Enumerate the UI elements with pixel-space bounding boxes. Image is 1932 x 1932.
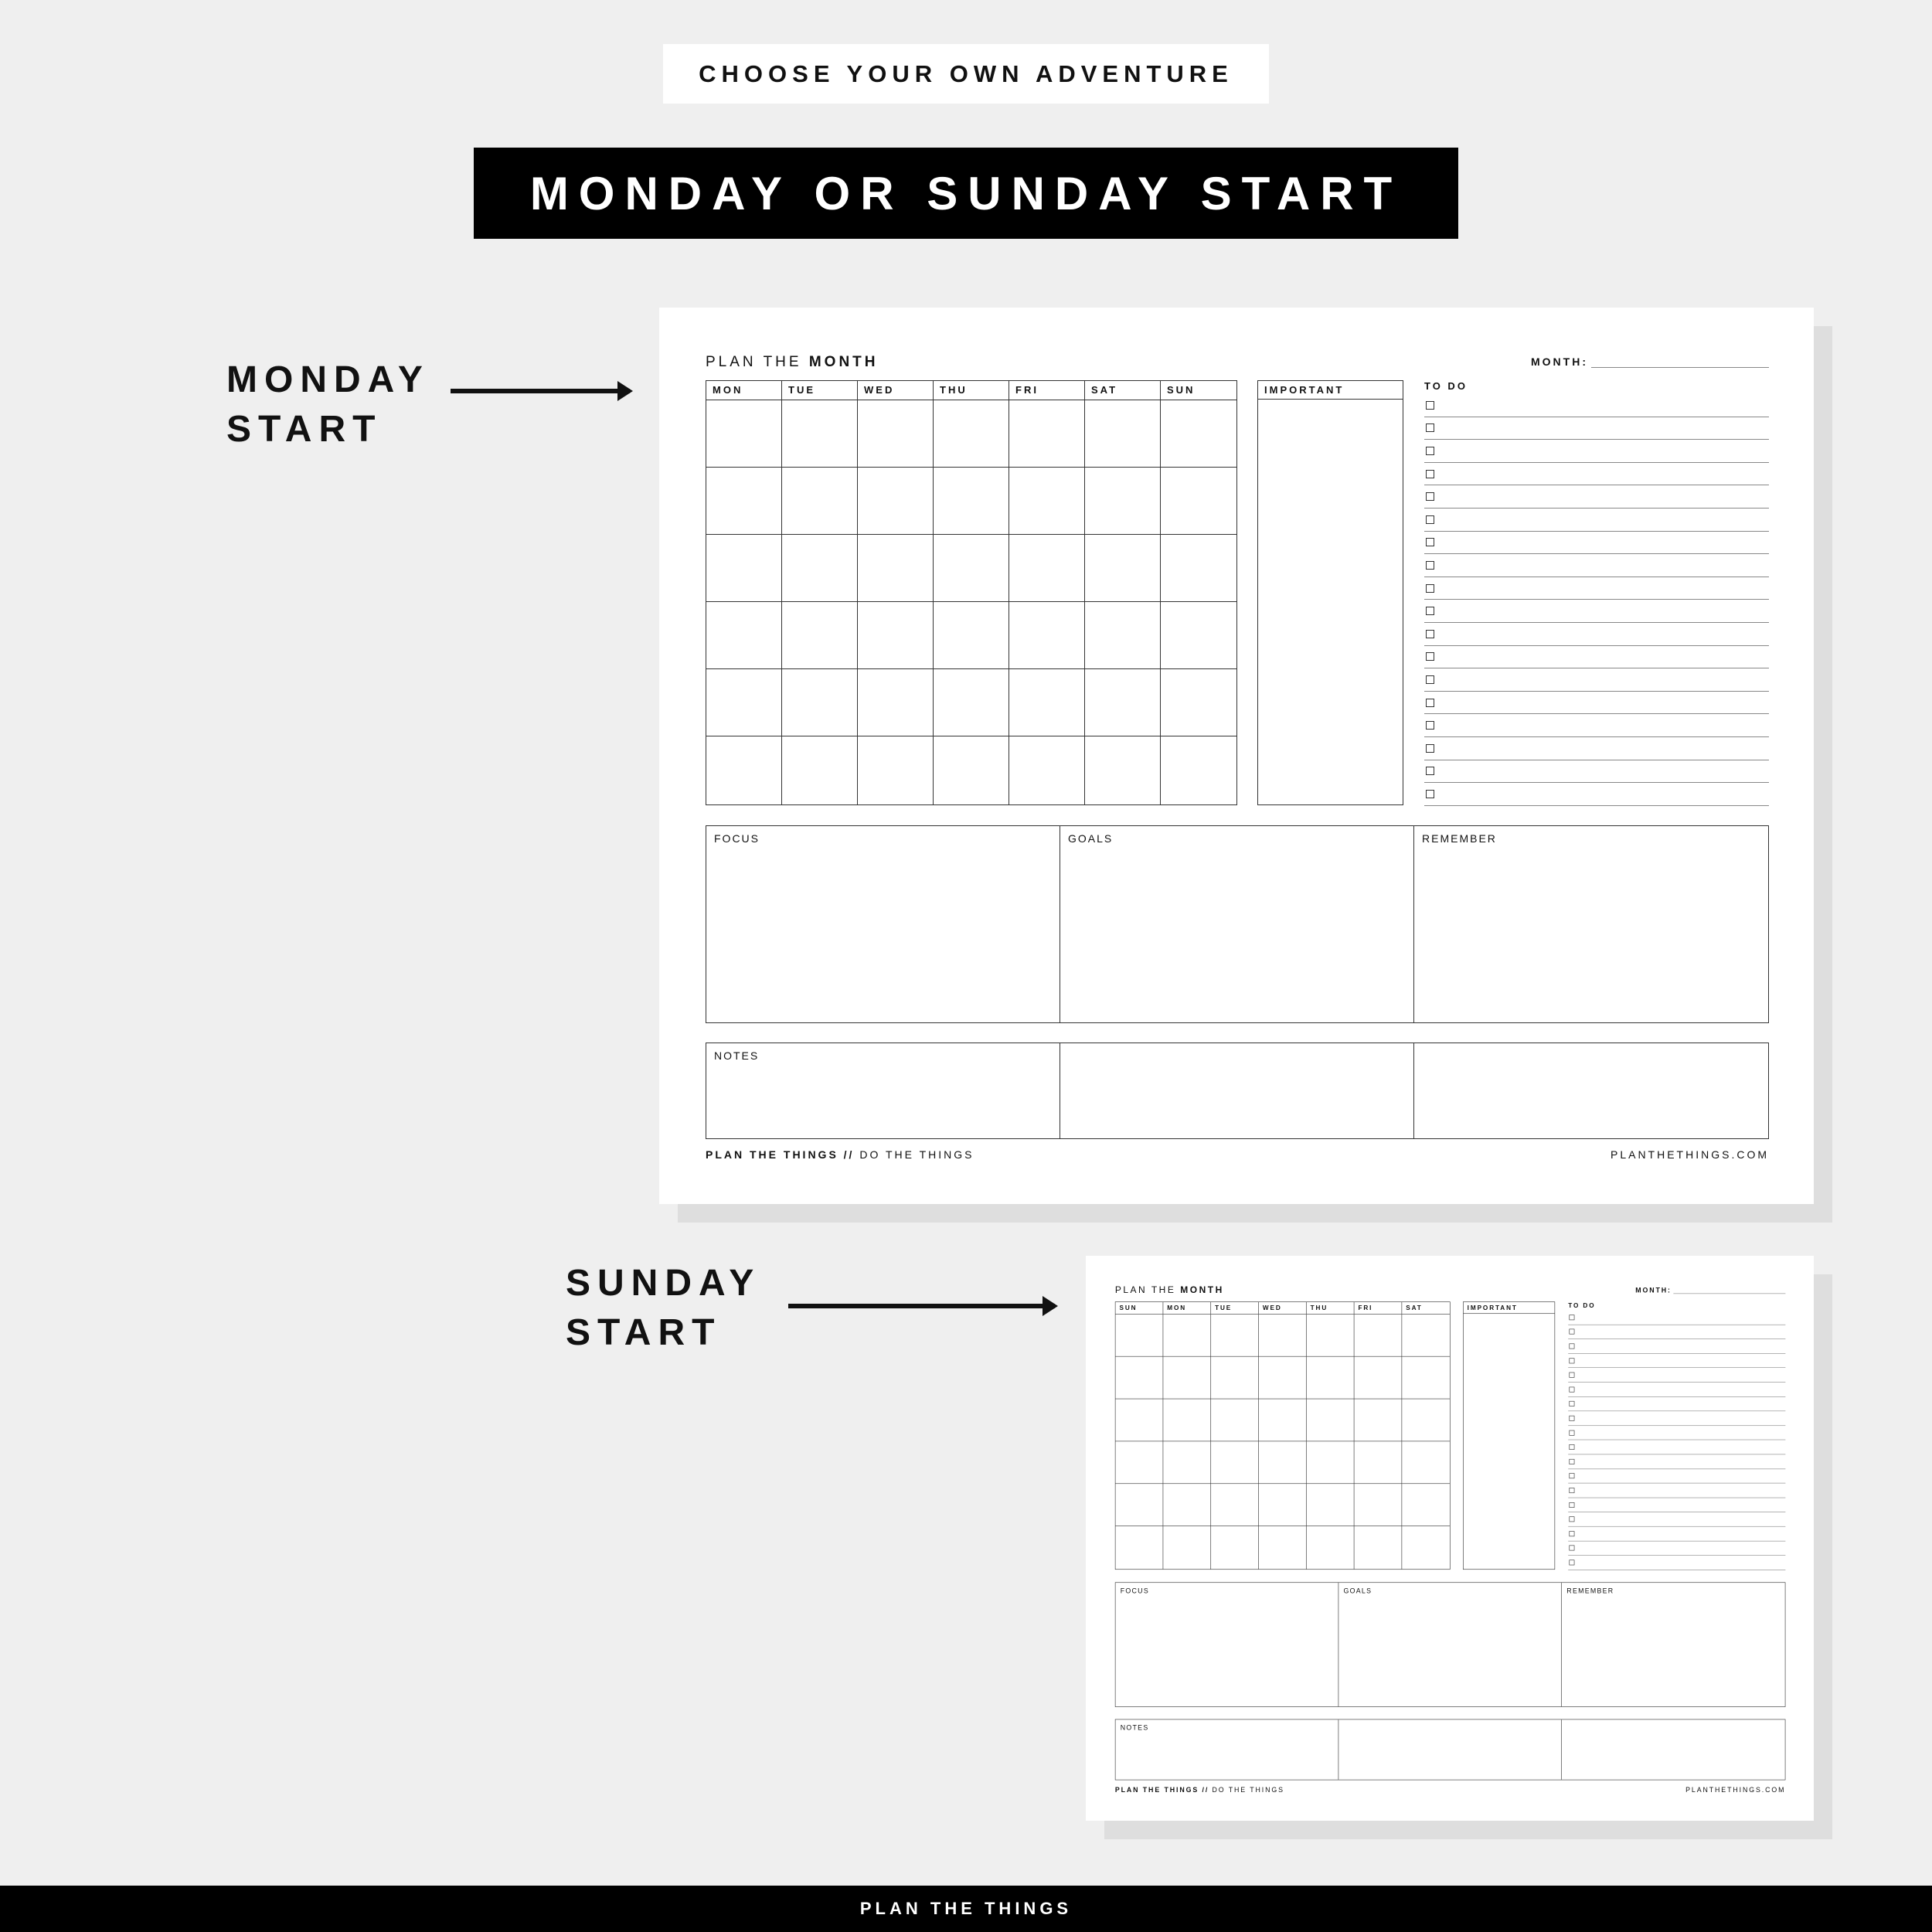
calendar-cell — [1115, 1315, 1163, 1357]
checkbox-icon — [1426, 607, 1434, 615]
todo-item — [1424, 394, 1769, 417]
calendar-cell — [1354, 1399, 1402, 1441]
calendar-cell — [1161, 736, 1236, 804]
calendar-header — [706, 381, 1236, 400]
calendar-cell — [1163, 1526, 1211, 1569]
planner-page — [1086, 1256, 1814, 1821]
todo-item — [1568, 1556, 1785, 1570]
calendar-cell — [1307, 1441, 1355, 1484]
todo-item — [1424, 623, 1769, 646]
calendar-cell — [1085, 468, 1161, 535]
todo-item — [1568, 1440, 1785, 1455]
calendar-cell — [1115, 1484, 1163, 1526]
checkbox-icon — [1569, 1459, 1574, 1464]
day-header: SAT — [1085, 381, 1161, 400]
focus-box: FOCUS — [706, 826, 1060, 1022]
calendar-cell — [934, 669, 1009, 736]
calendar-cell — [1259, 1357, 1307, 1400]
todo-item — [1424, 646, 1769, 669]
todo-item — [1568, 1512, 1785, 1527]
calendar-cell — [1009, 400, 1085, 468]
todo-item — [1568, 1498, 1785, 1512]
calendar-cell — [1115, 1526, 1163, 1569]
notes-box: NOTES — [1115, 1719, 1338, 1780]
todo-item — [1568, 1484, 1785, 1498]
calendar-cell — [782, 602, 858, 669]
tagline-banner — [663, 44, 1269, 104]
calendar-cell — [1009, 736, 1085, 804]
calendar-cell — [1211, 1484, 1259, 1526]
calendar-cell — [1115, 1399, 1163, 1441]
calendar-cell — [1161, 602, 1236, 669]
calendar-cell — [1085, 669, 1161, 736]
todo-item — [1424, 554, 1769, 577]
calendar-cell — [934, 400, 1009, 468]
day-header: FRI — [1009, 381, 1085, 400]
calendar-cell — [1307, 1357, 1355, 1400]
sunday-label-line-1: SUNDAY — [566, 1263, 761, 1304]
notes-box-3 — [1414, 1043, 1768, 1138]
todo-item — [1568, 1325, 1785, 1339]
calendar-cell — [858, 669, 934, 736]
todo-item — [1424, 509, 1769, 532]
headline-banner — [474, 148, 1458, 239]
todo-item — [1424, 417, 1769, 440]
remember-box: REMEMBER — [1422, 832, 1497, 845]
calendar-cell — [858, 468, 934, 535]
goals-box: GOALS — [1060, 826, 1414, 1022]
checkbox-icon — [1426, 675, 1434, 684]
checkbox-icon — [1569, 1430, 1574, 1435]
day-header: THU — [1307, 1302, 1355, 1314]
calendar-cell — [1085, 602, 1161, 669]
checkbox-icon — [1426, 584, 1434, 593]
notes-box-2 — [1060, 1043, 1414, 1138]
calendar-cell — [934, 736, 1009, 804]
todo-list: TO DO — [1424, 380, 1769, 806]
calendar-header — [1115, 1302, 1450, 1315]
planner-footer-url: PLANTHETHINGS.COM — [1685, 1785, 1786, 1794]
day-header: WED — [1259, 1302, 1307, 1314]
calendar-cell — [1402, 1399, 1450, 1441]
todo-item — [1568, 1354, 1785, 1369]
calendar-cell — [1115, 1357, 1163, 1400]
calendar-cell — [1163, 1315, 1211, 1357]
checkbox-icon — [1569, 1416, 1574, 1421]
focus-box: FOCUS — [1115, 1583, 1338, 1706]
calendar-cell — [858, 400, 934, 468]
calendar-cell — [1259, 1399, 1307, 1441]
calendar-cell — [1402, 1441, 1450, 1484]
calendar-cell — [1211, 1441, 1259, 1484]
calendar-cell — [706, 669, 782, 736]
day-header: SAT — [1406, 1304, 1423, 1311]
monday-arrow-icon — [451, 389, 630, 393]
checkbox-icon — [1426, 470, 1434, 478]
todo-item — [1424, 760, 1769, 784]
footer-brand-bar — [0, 1886, 1932, 1932]
planner-footer-url: PLANTHETHINGS.COM — [1610, 1148, 1769, 1161]
calendar-cell — [1354, 1526, 1402, 1569]
sunday-label-line-2: START — [566, 1312, 722, 1353]
calendar-cell — [1085, 535, 1161, 602]
checkbox-icon — [1569, 1502, 1574, 1508]
todo-item — [1424, 600, 1769, 623]
checkbox-icon — [1569, 1546, 1574, 1551]
planner-page — [659, 308, 1814, 1204]
day-header: FRI — [1354, 1302, 1402, 1314]
monday-start-label — [226, 355, 430, 454]
calendar-cell — [1163, 1484, 1211, 1526]
checkbox-icon — [1426, 447, 1434, 455]
calendar-cell — [1161, 400, 1236, 468]
calendar-cell — [858, 736, 934, 804]
sunday-start-label — [566, 1259, 760, 1358]
calendar-cell — [782, 400, 858, 468]
checkbox-icon — [1569, 1401, 1574, 1406]
calendar-cell — [782, 468, 858, 535]
todo-item — [1568, 1339, 1785, 1354]
todo-item — [1424, 463, 1769, 486]
calendar-cell — [1115, 1441, 1163, 1484]
sunday-planner-sheet — [1086, 1256, 1814, 1821]
calendar-cell — [1163, 1357, 1211, 1400]
planner-title: PLAN THE MONTH — [706, 354, 879, 370]
calendar-cell — [1161, 468, 1236, 535]
todo-item — [1568, 1469, 1785, 1484]
calendar-cell — [706, 736, 782, 804]
todo-item — [1424, 440, 1769, 463]
calendar-cell — [1402, 1357, 1450, 1400]
goals-box: GOALS — [1338, 1583, 1562, 1706]
checkbox-icon — [1426, 699, 1434, 707]
checkbox-icon — [1426, 767, 1434, 775]
calendar-cell — [1402, 1526, 1450, 1569]
todo-item — [1568, 1541, 1785, 1556]
day-header: THU — [934, 381, 1009, 400]
checkbox-icon — [1569, 1560, 1574, 1565]
checkbox-icon — [1569, 1516, 1574, 1522]
todo-item — [1424, 692, 1769, 715]
calendar-cells — [1115, 1315, 1450, 1569]
calendar-cell — [706, 602, 782, 669]
checkbox-icon — [1426, 630, 1434, 638]
calendar-cell — [1354, 1441, 1402, 1484]
checkbox-icon — [1426, 538, 1434, 546]
calendar-cell — [782, 669, 858, 736]
checkbox-icon — [1569, 1386, 1574, 1392]
checkbox-icon — [1569, 1343, 1574, 1349]
calendar-cell — [1009, 602, 1085, 669]
calendar-cell — [858, 535, 934, 602]
calendar-cell — [1211, 1399, 1259, 1441]
calendar-cell — [1402, 1484, 1450, 1526]
todo-item — [1568, 1426, 1785, 1440]
checkbox-icon — [1426, 744, 1434, 753]
calendar-cell — [1161, 669, 1236, 736]
checkbox-icon — [1569, 1329, 1574, 1335]
calendar-grid — [706, 380, 1237, 805]
todo-item — [1568, 1383, 1785, 1397]
checkbox-icon — [1426, 401, 1434, 410]
month-field: MONTH: — [1531, 355, 1769, 368]
notes-box: NOTES — [706, 1043, 1060, 1138]
checkbox-icon — [1569, 1531, 1574, 1536]
todo-item — [1568, 1526, 1785, 1541]
todo-item — [1424, 668, 1769, 692]
day-header: SUN — [1115, 1302, 1163, 1314]
footer-brand: PLAN THE THINGS — [859, 1899, 1073, 1918]
todo-item — [1424, 714, 1769, 737]
calendar-cell — [934, 468, 1009, 535]
planner-footer-slogan: PLAN THE THINGS // DO THE THINGS — [706, 1148, 975, 1161]
checkbox-icon — [1569, 1473, 1574, 1478]
remember-box: REMEMBER — [1566, 1587, 1614, 1595]
calendar-cell — [1085, 400, 1161, 468]
focus-goals-remember — [1115, 1582, 1786, 1706]
calendar-grid — [1115, 1301, 1451, 1570]
calendar-cell — [1307, 1399, 1355, 1441]
todo-item — [1568, 1397, 1785, 1412]
calendar-cell — [1259, 1484, 1307, 1526]
todo-list: TO DO — [1568, 1301, 1785, 1570]
calendar-cell — [1354, 1315, 1402, 1357]
calendar-cell — [1163, 1441, 1211, 1484]
day-header: MON — [1163, 1302, 1211, 1314]
calendar-cells — [706, 400, 1236, 804]
calendar-cell — [1259, 1526, 1307, 1569]
day-header: TUE — [1211, 1302, 1259, 1314]
checkbox-icon — [1569, 1315, 1574, 1320]
checkbox-icon — [1426, 561, 1434, 570]
day-header: SUN — [1167, 384, 1196, 396]
checkbox-icon — [1569, 1488, 1574, 1493]
calendar-cell — [1307, 1484, 1355, 1526]
notes-row — [706, 1043, 1769, 1139]
calendar-cell — [1161, 535, 1236, 602]
important-box: IMPORTANT — [1257, 380, 1403, 805]
notes-box-2 — [1338, 1719, 1562, 1780]
calendar-cell — [1354, 1357, 1402, 1400]
calendar-cell — [782, 736, 858, 804]
checkbox-icon — [1426, 790, 1434, 798]
day-header: TUE — [782, 381, 858, 400]
notes-row — [1115, 1719, 1786, 1781]
day-header: WED — [858, 381, 934, 400]
calendar-cell — [1009, 535, 1085, 602]
calendar-cell — [706, 400, 782, 468]
focus-goals-remember — [706, 825, 1769, 1023]
checkbox-icon — [1426, 721, 1434, 730]
calendar-cell — [1009, 669, 1085, 736]
todo-item — [1424, 577, 1769, 600]
important-box: IMPORTANT — [1463, 1301, 1555, 1570]
notes-box-3 — [1562, 1719, 1785, 1780]
todo-item — [1424, 737, 1769, 760]
checkbox-icon — [1426, 492, 1434, 501]
calendar-cell — [1085, 736, 1161, 804]
monday-label-line-2: START — [226, 409, 383, 450]
calendar-cell — [934, 602, 1009, 669]
calendar-cell — [1211, 1526, 1259, 1569]
calendar-cell — [1009, 468, 1085, 535]
todo-item — [1424, 532, 1769, 555]
checkbox-icon — [1426, 652, 1434, 661]
todo-item — [1568, 1368, 1785, 1383]
calendar-cell — [1354, 1484, 1402, 1526]
todo-item — [1568, 1411, 1785, 1426]
month-field: MONTH: — [1635, 1286, 1785, 1294]
calendar-cell — [1211, 1357, 1259, 1400]
calendar-cell — [1307, 1526, 1355, 1569]
calendar-cell — [1211, 1315, 1259, 1357]
calendar-cell — [1402, 1315, 1450, 1357]
sunday-arrow-icon — [788, 1304, 1055, 1308]
todo-item — [1568, 1454, 1785, 1469]
headline-text: MONDAY OR SUNDAY START — [529, 167, 1403, 219]
calendar-cell — [858, 602, 934, 669]
checkbox-icon — [1426, 423, 1434, 432]
checkbox-icon — [1569, 1358, 1574, 1363]
tagline-text: CHOOSE YOUR OWN ADVENTURE — [699, 60, 1233, 87]
todo-item — [1568, 1311, 1785, 1325]
checkbox-icon — [1569, 1444, 1574, 1450]
checkbox-icon — [1569, 1372, 1574, 1378]
calendar-cell — [934, 535, 1009, 602]
calendar-cell — [1163, 1399, 1211, 1441]
planner-title: PLAN THE MONTH — [1114, 1284, 1224, 1296]
calendar-cell — [782, 535, 858, 602]
todo-item — [1424, 485, 1769, 509]
monday-planner-sheet — [659, 308, 1814, 1204]
calendar-cell — [1307, 1315, 1355, 1357]
calendar-cell — [1259, 1441, 1307, 1484]
planner-footer-slogan: PLAN THE THINGS // DO THE THINGS — [1114, 1785, 1284, 1794]
calendar-cell — [706, 468, 782, 535]
todo-item — [1424, 783, 1769, 806]
monday-label-line-1: MONDAY — [226, 359, 430, 400]
day-header: MON — [706, 381, 782, 400]
checkbox-icon — [1426, 515, 1434, 524]
calendar-cell — [1259, 1315, 1307, 1357]
calendar-cell — [706, 535, 782, 602]
